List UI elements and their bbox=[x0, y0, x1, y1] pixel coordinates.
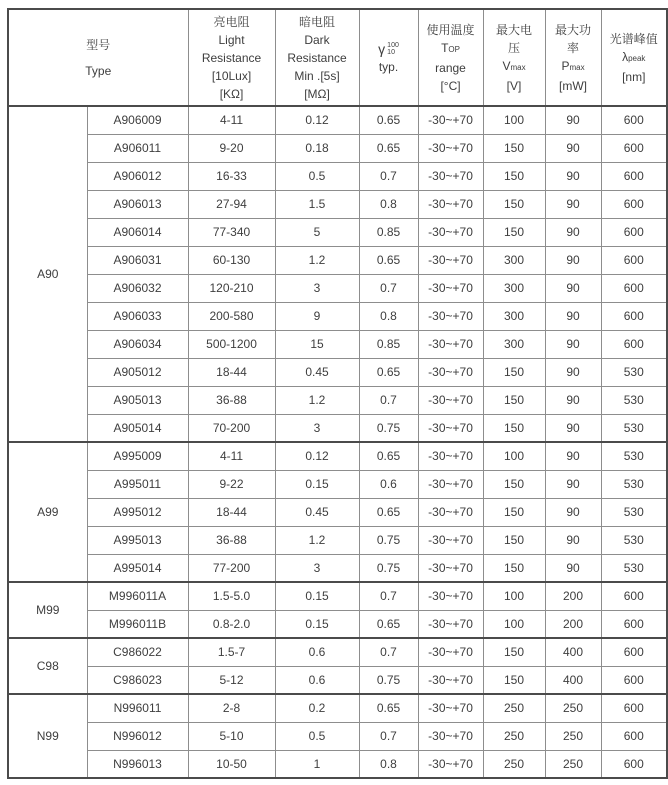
table-row bbox=[8, 526, 667, 554]
col-header-max-power bbox=[545, 9, 601, 106]
dark-resistance-cell: 3 bbox=[275, 554, 359, 582]
spectral-peak-cell: 600 bbox=[601, 694, 667, 722]
max-power-cell: 200 bbox=[545, 610, 601, 638]
header-line: Resistance bbox=[201, 50, 262, 65]
max-voltage-cell: 150 bbox=[483, 162, 545, 190]
light-resistance-cell: 200-580 bbox=[188, 302, 275, 330]
light-resistance-cell: 5-12 bbox=[188, 666, 275, 694]
max-power-cell: 90 bbox=[545, 554, 601, 582]
max-power-cell: 200 bbox=[545, 582, 601, 610]
model-cell: A906034 bbox=[87, 330, 188, 358]
max-power-cell: 90 bbox=[545, 414, 601, 442]
max-voltage-cell: 150 bbox=[483, 190, 545, 218]
header-line: Vmax bbox=[502, 58, 526, 73]
model-cell: A906011 bbox=[87, 134, 188, 162]
operating-temp-cell: -30~+70 bbox=[418, 330, 483, 358]
header-line: [10Lux] bbox=[211, 68, 252, 83]
operating-temp-cell: -30~+70 bbox=[418, 246, 483, 274]
operating-temp-cell: -30~+70 bbox=[418, 666, 483, 694]
spectral-peak-cell: 600 bbox=[601, 106, 667, 134]
operating-temp-cell: -30~+70 bbox=[418, 498, 483, 526]
header-line: 压 bbox=[508, 40, 521, 55]
max-voltage-cell: 300 bbox=[483, 246, 545, 274]
dark-resistance-cell: 15 bbox=[275, 330, 359, 358]
light-resistance-cell: 500-1200 bbox=[188, 330, 275, 358]
gamma-symbol: γ bbox=[378, 40, 386, 57]
spectral-peak-cell: 600 bbox=[601, 218, 667, 246]
light-resistance-cell: 77-200 bbox=[188, 554, 275, 582]
operating-temp-cell: -30~+70 bbox=[418, 358, 483, 386]
operating-temp-cell: -30~+70 bbox=[418, 554, 483, 582]
spec-table bbox=[7, 8, 668, 779]
model-cell: A995014 bbox=[87, 554, 188, 582]
col-header-max-voltage bbox=[483, 9, 545, 106]
gamma-value-cell: 0.8 bbox=[359, 750, 418, 778]
gamma-value-cell: 0.65 bbox=[359, 498, 418, 526]
gamma-value-cell: 0.65 bbox=[359, 246, 418, 274]
operating-temp-cell: -30~+70 bbox=[418, 582, 483, 610]
spectral-peak-cell: 600 bbox=[601, 330, 667, 358]
gamma-value-cell: 0.65 bbox=[359, 134, 418, 162]
model-cell: C986023 bbox=[87, 666, 188, 694]
dark-resistance-cell: 0.45 bbox=[275, 358, 359, 386]
gamma-value-cell: 0.7 bbox=[359, 582, 418, 610]
table-row bbox=[8, 162, 667, 190]
dark-resistance-cell: 0.6 bbox=[275, 638, 359, 666]
max-power-cell: 90 bbox=[545, 246, 601, 274]
header-line: Dark bbox=[304, 32, 330, 47]
header-line: Resistance bbox=[287, 50, 347, 65]
max-voltage-cell: 150 bbox=[483, 386, 545, 414]
light-resistance-cell: 4-11 bbox=[188, 442, 275, 470]
spectral-peak-cell: 600 bbox=[601, 750, 667, 778]
model-cell: M996011B bbox=[87, 610, 188, 638]
spectral-peak-cell: 530 bbox=[601, 414, 667, 442]
gamma-ratio-bottom: 10 bbox=[387, 48, 395, 56]
gamma-value-cell: 0.75 bbox=[359, 554, 418, 582]
light-resistance-cell: 1.5-7 bbox=[188, 638, 275, 666]
dark-resistance-cell: 0.15 bbox=[275, 470, 359, 498]
series-group-cell: A90 bbox=[8, 106, 87, 442]
model-cell: A995011 bbox=[87, 470, 188, 498]
max-voltage-cell: 100 bbox=[483, 106, 545, 134]
light-resistance-cell: 5-10 bbox=[188, 722, 275, 750]
spectral-peak-cell: 600 bbox=[601, 162, 667, 190]
header-line: λpeak bbox=[622, 49, 646, 64]
light-resistance-cell: 9-20 bbox=[188, 134, 275, 162]
operating-temp-cell: -30~+70 bbox=[418, 386, 483, 414]
dark-resistance-cell: 0.6 bbox=[275, 666, 359, 694]
operating-temp-cell: -30~+70 bbox=[418, 610, 483, 638]
max-power-cell: 90 bbox=[545, 442, 601, 470]
table-row bbox=[8, 442, 667, 470]
max-power-cell: 90 bbox=[545, 526, 601, 554]
model-cell: A995013 bbox=[87, 526, 188, 554]
model-cell: A906013 bbox=[87, 190, 188, 218]
operating-temp-cell: -30~+70 bbox=[418, 414, 483, 442]
header-line: range bbox=[435, 60, 466, 75]
spectral-peak-cell: 530 bbox=[601, 470, 667, 498]
spectral-peak-cell: 600 bbox=[601, 666, 667, 694]
gamma-value-cell: 0.65 bbox=[359, 610, 418, 638]
dark-resistance-cell: 0.12 bbox=[275, 106, 359, 134]
dark-resistance-cell: 0.15 bbox=[275, 610, 359, 638]
spectral-peak-cell: 600 bbox=[601, 582, 667, 610]
header-line: typ. bbox=[378, 59, 399, 74]
header-line: 暗电阻 bbox=[299, 14, 336, 29]
max-power-cell: 90 bbox=[545, 190, 601, 218]
header-line: 最大功 bbox=[555, 22, 592, 37]
light-resistance-cell: 1.5-5.0 bbox=[188, 582, 275, 610]
model-cell: A906033 bbox=[87, 302, 188, 330]
operating-temp-cell: -30~+70 bbox=[418, 750, 483, 778]
gamma-value-cell: 0.65 bbox=[359, 442, 418, 470]
table-row bbox=[8, 610, 667, 638]
gamma-value-cell: 0.75 bbox=[359, 414, 418, 442]
series-group-cell: C98 bbox=[8, 638, 87, 694]
operating-temp-cell: -30~+70 bbox=[418, 722, 483, 750]
operating-temp-cell: -30~+70 bbox=[418, 442, 483, 470]
col-header-light-resistance bbox=[188, 9, 275, 106]
table-row bbox=[8, 414, 667, 442]
header-line: 型号 bbox=[86, 37, 111, 52]
spectral-peak-cell: 600 bbox=[601, 722, 667, 750]
header-line: [°C] bbox=[440, 78, 461, 93]
max-power-cell: 250 bbox=[545, 722, 601, 750]
gamma-value-cell: 0.65 bbox=[359, 694, 418, 722]
gamma-value-cell: 0.8 bbox=[359, 190, 418, 218]
header-line: 率 bbox=[567, 40, 580, 55]
gamma-value-cell: 0.8 bbox=[359, 302, 418, 330]
operating-temp-cell: -30~+70 bbox=[418, 218, 483, 246]
spectral-peak-cell: 600 bbox=[601, 302, 667, 330]
light-resistance-cell: 0.8-2.0 bbox=[188, 610, 275, 638]
max-voltage-cell: 300 bbox=[483, 330, 545, 358]
model-cell: M996011A bbox=[87, 582, 188, 610]
max-voltage-cell: 100 bbox=[483, 610, 545, 638]
operating-temp-cell: -30~+70 bbox=[418, 526, 483, 554]
dark-resistance-cell: 1.2 bbox=[275, 526, 359, 554]
spectral-peak-cell: 600 bbox=[601, 190, 667, 218]
gamma-value-cell: 0.65 bbox=[359, 358, 418, 386]
header-line: 亮电阻 bbox=[213, 14, 250, 29]
max-voltage-cell: 150 bbox=[483, 134, 545, 162]
dark-resistance-cell: 0.45 bbox=[275, 498, 359, 526]
col-header-spectral-peak bbox=[601, 9, 667, 106]
dark-resistance-cell: 0.5 bbox=[275, 162, 359, 190]
spectral-peak-cell: 530 bbox=[601, 554, 667, 582]
light-resistance-cell: 18-44 bbox=[188, 498, 275, 526]
table-row bbox=[8, 274, 667, 302]
spectral-peak-cell: 530 bbox=[601, 526, 667, 554]
max-power-cell: 90 bbox=[545, 330, 601, 358]
max-voltage-cell: 250 bbox=[483, 750, 545, 778]
model-cell: A906012 bbox=[87, 162, 188, 190]
dark-resistance-cell: 5 bbox=[275, 218, 359, 246]
header-line: [mW] bbox=[559, 78, 588, 93]
header-line: Light bbox=[218, 32, 245, 47]
gamma-value-cell: 0.65 bbox=[359, 106, 418, 134]
light-resistance-cell: 120-210 bbox=[188, 274, 275, 302]
table-row bbox=[8, 386, 667, 414]
operating-temp-cell: -30~+70 bbox=[418, 694, 483, 722]
gamma-symbol-line bbox=[360, 40, 418, 58]
dark-resistance-cell: 0.18 bbox=[275, 134, 359, 162]
col-header-operating-temp bbox=[418, 9, 483, 106]
light-resistance-cell: 77-340 bbox=[188, 218, 275, 246]
model-cell: C986022 bbox=[87, 638, 188, 666]
dark-resistance-cell: 3 bbox=[275, 274, 359, 302]
light-resistance-cell: 4-11 bbox=[188, 106, 275, 134]
header-row bbox=[8, 9, 667, 106]
header-line: [KΩ] bbox=[219, 86, 244, 101]
header-line: TOP bbox=[441, 40, 460, 55]
operating-temp-cell: -30~+70 bbox=[418, 106, 483, 134]
spectral-peak-cell: 600 bbox=[601, 610, 667, 638]
model-cell: A995009 bbox=[87, 442, 188, 470]
dark-resistance-cell: 1.2 bbox=[275, 246, 359, 274]
header-line: 最大电 bbox=[496, 22, 533, 37]
max-voltage-cell: 100 bbox=[483, 582, 545, 610]
max-voltage-cell: 300 bbox=[483, 274, 545, 302]
table-row bbox=[8, 330, 667, 358]
max-power-cell: 90 bbox=[545, 218, 601, 246]
light-resistance-cell: 18-44 bbox=[188, 358, 275, 386]
spectral-peak-cell: 530 bbox=[601, 358, 667, 386]
operating-temp-cell: -30~+70 bbox=[418, 470, 483, 498]
header-line: 使用温度 bbox=[426, 22, 475, 37]
max-voltage-cell: 150 bbox=[483, 498, 545, 526]
max-voltage-cell: 150 bbox=[483, 470, 545, 498]
model-cell: A905012 bbox=[87, 358, 188, 386]
table-row bbox=[8, 694, 667, 722]
table-row bbox=[8, 554, 667, 582]
operating-temp-cell: -30~+70 bbox=[418, 134, 483, 162]
table-row bbox=[8, 190, 667, 218]
max-power-cell: 400 bbox=[545, 666, 601, 694]
model-cell: A906032 bbox=[87, 274, 188, 302]
light-resistance-cell: 36-88 bbox=[188, 386, 275, 414]
max-power-cell: 250 bbox=[545, 750, 601, 778]
table-row bbox=[8, 750, 667, 778]
model-cell: N996011 bbox=[87, 694, 188, 722]
table-row bbox=[8, 246, 667, 274]
operating-temp-cell: -30~+70 bbox=[418, 162, 483, 190]
max-power-cell: 90 bbox=[545, 498, 601, 526]
light-resistance-cell: 60-130 bbox=[188, 246, 275, 274]
col-header-type bbox=[8, 9, 188, 106]
series-group-cell: N99 bbox=[8, 694, 87, 778]
max-power-cell: 90 bbox=[545, 302, 601, 330]
model-cell: A995012 bbox=[87, 498, 188, 526]
header-line: 光谱峰值 bbox=[609, 31, 658, 46]
max-voltage-cell: 150 bbox=[483, 218, 545, 246]
max-power-cell: 250 bbox=[545, 694, 601, 722]
col-header-gamma bbox=[359, 9, 418, 106]
gamma-value-cell: 0.85 bbox=[359, 218, 418, 246]
gamma-value-cell: 0.75 bbox=[359, 526, 418, 554]
light-resistance-cell: 16-33 bbox=[188, 162, 275, 190]
model-cell: A906009 bbox=[87, 106, 188, 134]
header-line: [MΩ] bbox=[304, 86, 330, 101]
spectral-peak-cell: 600 bbox=[601, 638, 667, 666]
table-row bbox=[8, 666, 667, 694]
max-voltage-cell: 250 bbox=[483, 694, 545, 722]
spectral-peak-cell: 600 bbox=[601, 274, 667, 302]
gamma-value-cell: 0.7 bbox=[359, 722, 418, 750]
header-line: [nm] bbox=[622, 69, 646, 84]
dark-resistance-cell: 3 bbox=[275, 414, 359, 442]
gamma-value-cell: 0.7 bbox=[359, 162, 418, 190]
model-cell: N996012 bbox=[87, 722, 188, 750]
max-power-cell: 90 bbox=[545, 470, 601, 498]
model-cell: N996013 bbox=[87, 750, 188, 778]
max-voltage-cell: 100 bbox=[483, 442, 545, 470]
max-voltage-cell: 150 bbox=[483, 666, 545, 694]
max-voltage-cell: 150 bbox=[483, 554, 545, 582]
light-resistance-cell: 36-88 bbox=[188, 526, 275, 554]
max-power-cell: 90 bbox=[545, 106, 601, 134]
spectral-peak-cell: 600 bbox=[601, 246, 667, 274]
spectral-peak-cell: 600 bbox=[601, 134, 667, 162]
gamma-value-cell: 0.7 bbox=[359, 638, 418, 666]
max-power-cell: 400 bbox=[545, 638, 601, 666]
spectral-peak-cell: 530 bbox=[601, 442, 667, 470]
table-row bbox=[8, 134, 667, 162]
header-line: Min .[5s] bbox=[294, 68, 340, 83]
gamma-value-cell: 0.6 bbox=[359, 470, 418, 498]
light-resistance-cell: 10-50 bbox=[188, 750, 275, 778]
model-cell: A906014 bbox=[87, 218, 188, 246]
table-row bbox=[8, 722, 667, 750]
dark-resistance-cell: 0.15 bbox=[275, 582, 359, 610]
gamma-ratio bbox=[387, 42, 399, 56]
table-row bbox=[8, 498, 667, 526]
dark-resistance-cell: 9 bbox=[275, 302, 359, 330]
dark-resistance-cell: 0.5 bbox=[275, 722, 359, 750]
spectral-peak-cell: 530 bbox=[601, 498, 667, 526]
max-power-cell: 90 bbox=[545, 162, 601, 190]
gamma-value-cell: 0.75 bbox=[359, 666, 418, 694]
light-resistance-cell: 27-94 bbox=[188, 190, 275, 218]
table-row bbox=[8, 638, 667, 666]
table-row bbox=[8, 302, 667, 330]
max-power-cell: 90 bbox=[545, 358, 601, 386]
header-line: [V] bbox=[506, 78, 522, 93]
table-row bbox=[8, 470, 667, 498]
max-voltage-cell: 150 bbox=[483, 526, 545, 554]
gamma-value-cell: 0.7 bbox=[359, 386, 418, 414]
operating-temp-cell: -30~+70 bbox=[418, 274, 483, 302]
gamma-value-cell: 0.7 bbox=[359, 274, 418, 302]
model-cell: A906031 bbox=[87, 246, 188, 274]
table-row bbox=[8, 358, 667, 386]
spectral-peak-cell: 530 bbox=[601, 386, 667, 414]
operating-temp-cell: -30~+70 bbox=[418, 190, 483, 218]
model-cell: A905013 bbox=[87, 386, 188, 414]
header-line: Pmax bbox=[561, 58, 585, 73]
max-voltage-cell: 150 bbox=[483, 638, 545, 666]
operating-temp-cell: -30~+70 bbox=[418, 638, 483, 666]
operating-temp-cell: -30~+70 bbox=[418, 302, 483, 330]
dark-resistance-cell: 0.12 bbox=[275, 442, 359, 470]
max-voltage-cell: 150 bbox=[483, 414, 545, 442]
model-cell: A905014 bbox=[87, 414, 188, 442]
series-group-cell: M99 bbox=[8, 582, 87, 638]
gamma-ratio-top: 100 bbox=[387, 41, 399, 49]
max-power-cell: 90 bbox=[545, 386, 601, 414]
spec-table-body bbox=[8, 106, 667, 778]
col-header-dark-resistance bbox=[275, 9, 359, 106]
header-line: Type bbox=[85, 63, 112, 78]
light-resistance-cell: 70-200 bbox=[188, 414, 275, 442]
max-voltage-cell: 250 bbox=[483, 722, 545, 750]
table-row bbox=[8, 582, 667, 610]
table-row bbox=[8, 218, 667, 246]
dark-resistance-cell: 1.5 bbox=[275, 190, 359, 218]
dark-resistance-cell: 1 bbox=[275, 750, 359, 778]
max-power-cell: 90 bbox=[545, 134, 601, 162]
max-voltage-cell: 150 bbox=[483, 358, 545, 386]
light-resistance-cell: 2-8 bbox=[188, 694, 275, 722]
max-power-cell: 90 bbox=[545, 274, 601, 302]
gamma-value-cell: 0.85 bbox=[359, 330, 418, 358]
light-resistance-cell: 9-22 bbox=[188, 470, 275, 498]
series-group-cell: A99 bbox=[8, 442, 87, 582]
dark-resistance-cell: 0.2 bbox=[275, 694, 359, 722]
table-row bbox=[8, 106, 667, 134]
max-voltage-cell: 300 bbox=[483, 302, 545, 330]
dark-resistance-cell: 1.2 bbox=[275, 386, 359, 414]
